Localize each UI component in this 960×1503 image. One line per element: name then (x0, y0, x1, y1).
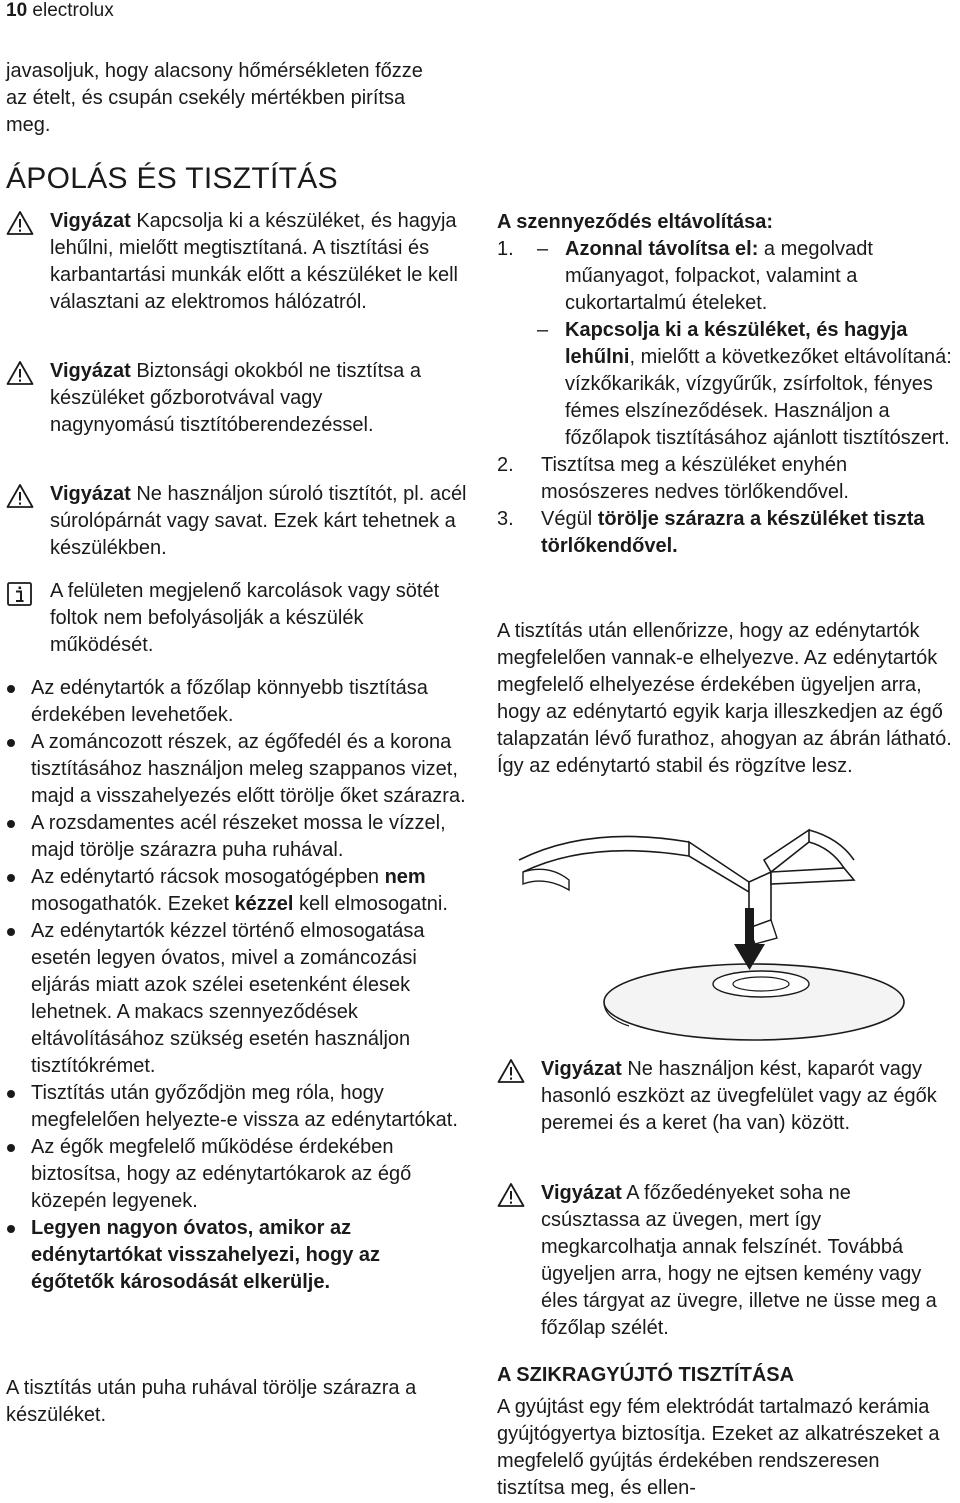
list-item-text: mosogathatók. Ezeket (31, 893, 235, 915)
ignition-paragraph: A gyújtást egy fém elektródát tartalmazó kerámia gyújtógyertya biztosítja. Ezeket az alkatrészeket a megfelelő gyújtás érdekében rendszeresen tisztítsa meg, és ellen- (497, 1396, 940, 1499)
intro-paragraph: javasoljuk, hogy alacsony hőmérsékleten főzze az ételt, és csupán csekély mértékben pirítsa meg. (6, 60, 423, 136)
page-number: 10 (6, 0, 28, 21)
step-text: a megolvadt műanyagot, folpackot, valamint a cukortartalmú ételeket. (565, 238, 873, 314)
info-note-text: A felületen megjelenő karcolások vagy sötét foltok nem befolyásolják a készülék működését. (50, 580, 440, 656)
step-2 (497, 452, 952, 506)
info-note (6, 578, 466, 659)
warning-text: Ne használjon kést, kaparót vagy hasonló eszközt az üvegfelület vagy az égők peremei és a keret (ha van) között. (541, 1058, 937, 1134)
burner-illustration (509, 820, 939, 1045)
dirt-removal-steps (497, 236, 952, 560)
step-1 (497, 236, 952, 452)
warning-2 (6, 358, 436, 439)
warning-label: Vigyázat (50, 483, 131, 505)
warning-label: Vigyázat (541, 1058, 622, 1080)
list-item-text: Az edénytartó rácsok mosogatógépben (31, 866, 385, 888)
section-title-ignition-cleaning: A SZIKRAGYÚJTÓ TISZTÍTÁSA (497, 1364, 795, 1386)
step-text: , mielőtt a következőket eltávolítaná: vízkőkarikák, vízgyűrűk, zsírfoltok, fényes fémes elszíneződések. Használjon a főzőlapok tisztításához ajánlott tisztítószert. (565, 346, 952, 449)
warning-label: Vigyázat (541, 1182, 622, 1204)
warning-triangle-icon (497, 1058, 525, 1084)
step-emphasis: törölje szárazra a készüléket tiszta törlőkendővel. (541, 508, 925, 557)
list-item-text: kell elmosogatni. (293, 893, 448, 915)
list-item: Legyen nagyon óvatos, amikor az edénytartókat visszahelyezi, hogy az égőtetők károsodását elkerülje. (6, 1215, 468, 1296)
warning-triangle-icon (497, 1182, 525, 1208)
warning-triangle-icon (6, 483, 34, 509)
warning-text: Ne használjon súroló tisztítót, pl. acél súrolópárnát vagy savat. Ezek kárt tehetnek a készülékben. (50, 483, 467, 559)
section-title-care-cleaning: ÁPOLÁS ÉS TISZTÍTÁS (6, 162, 338, 195)
list-item-emphasis: kézzel (234, 893, 294, 915)
step-number: 2. (497, 454, 514, 476)
dirt-removal-title: A szennyeződés eltávolítása: (497, 211, 774, 233)
step-number: 3. (497, 508, 514, 530)
warning-text: Biztonsági okokból ne tisztítsa a készüléket gőzborotvával vagy nagynyomású tisztítóberendezéssel. (50, 360, 421, 436)
list-item: A zománcozott részek, az égőfedél és a korona tisztításához használjon meleg szappanos vizet, majd a visszahelyezés előtt törölje őket szárazra. (6, 729, 468, 810)
step-text: Végül (541, 508, 598, 530)
warning-text: A főzőedényeket soha ne csúsztassa az üvegen, mert így megkarcolhatja annak felszínét. Továbbá ügyeljen arra, hogy ne ejtsen kemény vagy éles tárgyat az üvegre, illetve ne üsse meg a főzőlap szélét. (541, 1182, 937, 1339)
step-emphasis: Kapcsolja ki a készüléket, és hagyja lehűlni (565, 319, 908, 368)
dash-marker: – (537, 238, 549, 260)
brand-name: electrolux (32, 0, 114, 21)
list-item (6, 864, 468, 918)
info-icon (6, 581, 34, 607)
left-outro-paragraph: A tisztítás után puha ruhával törölje szárazra a készüléket. (6, 1377, 417, 1426)
warning-4 (497, 1056, 952, 1137)
cleaning-bullet-list (6, 675, 468, 1296)
list-item: Az edénytartók a főzőlap könnyebb tisztítása érdekében levehetőek. (6, 675, 468, 729)
list-item: Az égők megfelelő működése érdekében biztosítsa, hogy az edénytartókarok az égő közepén legyenek. (6, 1134, 468, 1215)
list-item: Tisztítás után győződjön meg róla, hogy megfelelően helyezte-e vissza az edénytartókat. (6, 1080, 468, 1134)
warning-text: Kapcsolja ki a készüléket, és hagyja lehűlni, mielőtt megtisztítaná. A tisztítási és karbantartási munkák előtt a készüléket le kell választani az elektromos hálózatról. (50, 210, 458, 313)
warning-3 (6, 481, 476, 562)
list-item: A rozsdamentes acél részeket mossa le vízzel, majd törölje szárazra puha ruhával. (6, 810, 468, 864)
warning-1 (6, 208, 461, 316)
list-item-emphasis: nem (384, 866, 426, 888)
warning-5 (497, 1180, 952, 1342)
step-3 (497, 506, 952, 560)
warning-triangle-icon (6, 210, 34, 236)
step-number: 1. (497, 238, 514, 260)
pan-support-paragraph: A tisztítás után ellenőrizze, hogy az edénytartók megfelelően vannak-e elhelyezve. Az edénytartók megfelelő elhelyezése érdekében ügyeljen arra, hogy az edénytartó egyik karja illeszkedjen az égő talapzatán lévő furathoz, ahogyan az ábrán látható. Így az edénytartó stabil és rögzítve lesz. (497, 620, 952, 777)
warning-label: Vigyázat (50, 210, 131, 232)
warning-triangle-icon (6, 360, 34, 386)
page-header (6, 0, 114, 22)
step-text: Tisztítsa meg a készüléket enyhén mosószeres nedves törlőkendővel. (541, 454, 849, 503)
list-item: Az edénytartók kézzel történő elmosogatása esetén legyen óvatos, mivel a zománcozási eljárás miatt azok szélei esetenként élesek lehetnek. A makacs szennyeződések eltávolításához szükség esetén használjon tisztítókrémet. (6, 918, 468, 1080)
warning-label: Vigyázat (50, 360, 131, 382)
step-emphasis: Azonnal távolítsa el: (565, 238, 759, 260)
dash-marker: – (537, 319, 549, 341)
